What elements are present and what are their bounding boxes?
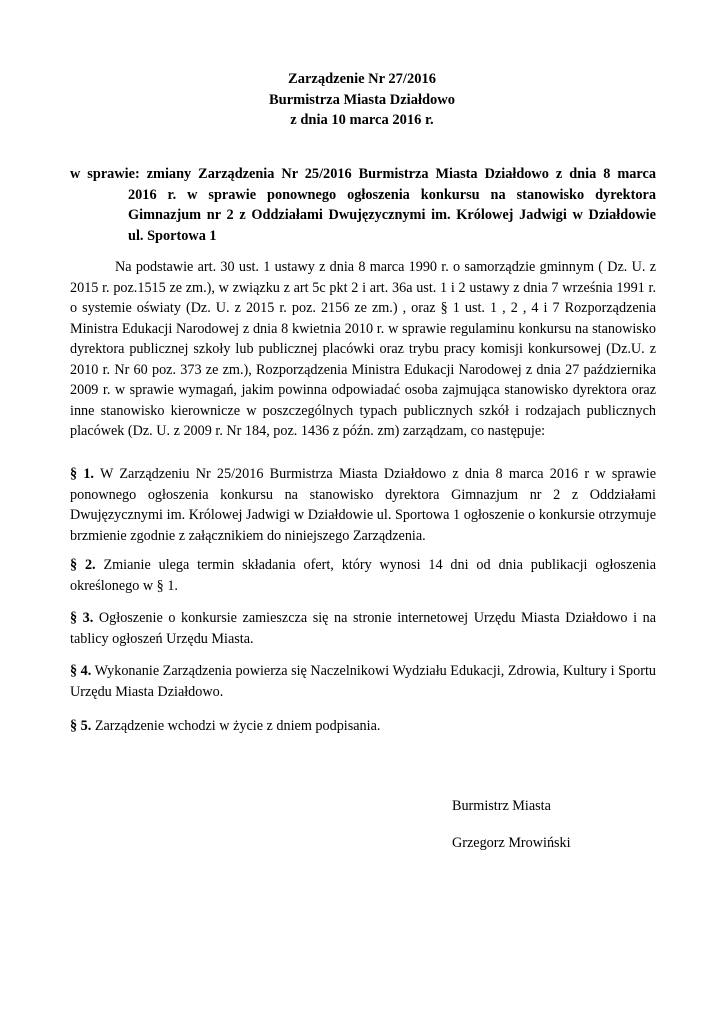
- section-1-text: W Zarządzeniu Nr 25/2016 Burmistrza Miasta Działdowo z dnia 8 marca 2016 r w sprawie ponownego ogłoszenia konkursu na stanowisko dyrektora Gimnazjum nr 2 z Oddziałami Dwujęzycznymi im. Królowej Jadwigi w Działdowie ul. Sportowa 1 ogłoszenie o konkursie otrzymuje brzmienie zgodnie z załącznikiem do niniejszego Zarządzenia.: [70, 466, 656, 544]
- section-4-label: § 4.: [70, 663, 92, 679]
- signature-name: Grzegorz Mrowiński: [452, 835, 571, 851]
- section-1-label: § 1.: [70, 466, 94, 482]
- signature-title: Burmistrz Miasta: [452, 798, 551, 814]
- section-2-label: § 2.: [70, 557, 96, 573]
- title-line-issuer: Burmistrza Miasta Działdowo: [268, 91, 456, 108]
- subject-line-2: 2016 r. w sprawie ponownego ogłoszenia konkursu na stanowisko dyrektora: [128, 186, 656, 203]
- section-3-text: Ogłoszenie o konkursie zamieszcza się na stronie internetowej Urzędu Miasta Działdowo i na tablicy ogłoszeń Urzędu Miasta.: [70, 610, 657, 647]
- section-5-label: § 5.: [70, 718, 92, 734]
- subject-line-3: Gimnazjum nr 2 z Oddziałami Dwujęzycznymi im. Królowej Jadwigi w Działdowie: [128, 207, 656, 223]
- section-5: [70, 716, 656, 737]
- subject-line-1: w sprawie: zmiany Zarządzenia Nr 25/2016 Burmistrza Miasta Działdowo z dnia 8 marca: [70, 166, 656, 182]
- section-3-label: § 3.: [70, 610, 94, 626]
- section-4-text: Wykonanie Zarządzenia powierza się Naczelnikowi Wydziału Edukacji, Zdrowia, Kultury i Sportu Urzędu Miasta Działdowo.: [70, 663, 657, 700]
- section-4: [70, 661, 656, 702]
- subject-block: [70, 164, 656, 246]
- subject-line-4: ul. Sportowa 1: [128, 227, 217, 244]
- section-2-text: Zmianie ulega termin składania ofert, który wynosi 14 dni od dnia publikacji ogłoszenia określonego w § 1.: [70, 557, 657, 594]
- section-2: [70, 555, 656, 596]
- title-line-date: z dnia 10 marca 2016 r.: [290, 112, 434, 128]
- section-5-text: Zarządzenie wchodzi w życie z dniem podpisania.: [91, 718, 381, 734]
- section-1: [70, 464, 656, 546]
- section-3: [70, 608, 656, 649]
- title-line-ordinance-number: Zarządzenie Nr 27/2016: [288, 71, 436, 87]
- legal-basis-paragraph: Na podstawie art. 30 ust. 1 ustawy z dnia 8 marca 1990 r. o samorządzie gminnym ( Dz. U. z 2015 r. poz.1515 ze zm.), w związku z art 5c pkt 2 i art. 36a ust. 1 i 2 ustawy z dnia 7 września 1991 r. o systemie oświaty (Dz. U. z 2015 r. poz. 2156 ze zm.) , oraz § 1 ust. 1 , 2 , 4 i 7 Rozporządzenia Ministra Edukacji Narodowej z dnia 8 kwietnia 2010 r. w sprawie regulaminu konkursu na stanowisko dyrektora publicznej szkoły lub publicznej placówki oraz trybu pracy komisji konkursowej (Dz.U. z 2010 r. Nr 60 poz. 373 ze zm.), Rozporządzenia Ministra Edukacji Narodowej z dnia 27 października 2009 r. w sprawie wymagań, jakim powinna odpowiadać osoba zajmująca stanowisko dyrektora oraz inne stanowisko kierownicze w poszczególnych typach publicznych szkół i rodzajach publicznych placówek (Dz. U. z 2009 r. Nr 184, poz. 1436 z późn. zm) zarządzam, co następuje:: [70, 259, 656, 439]
- document-title: [0, 69, 724, 131]
